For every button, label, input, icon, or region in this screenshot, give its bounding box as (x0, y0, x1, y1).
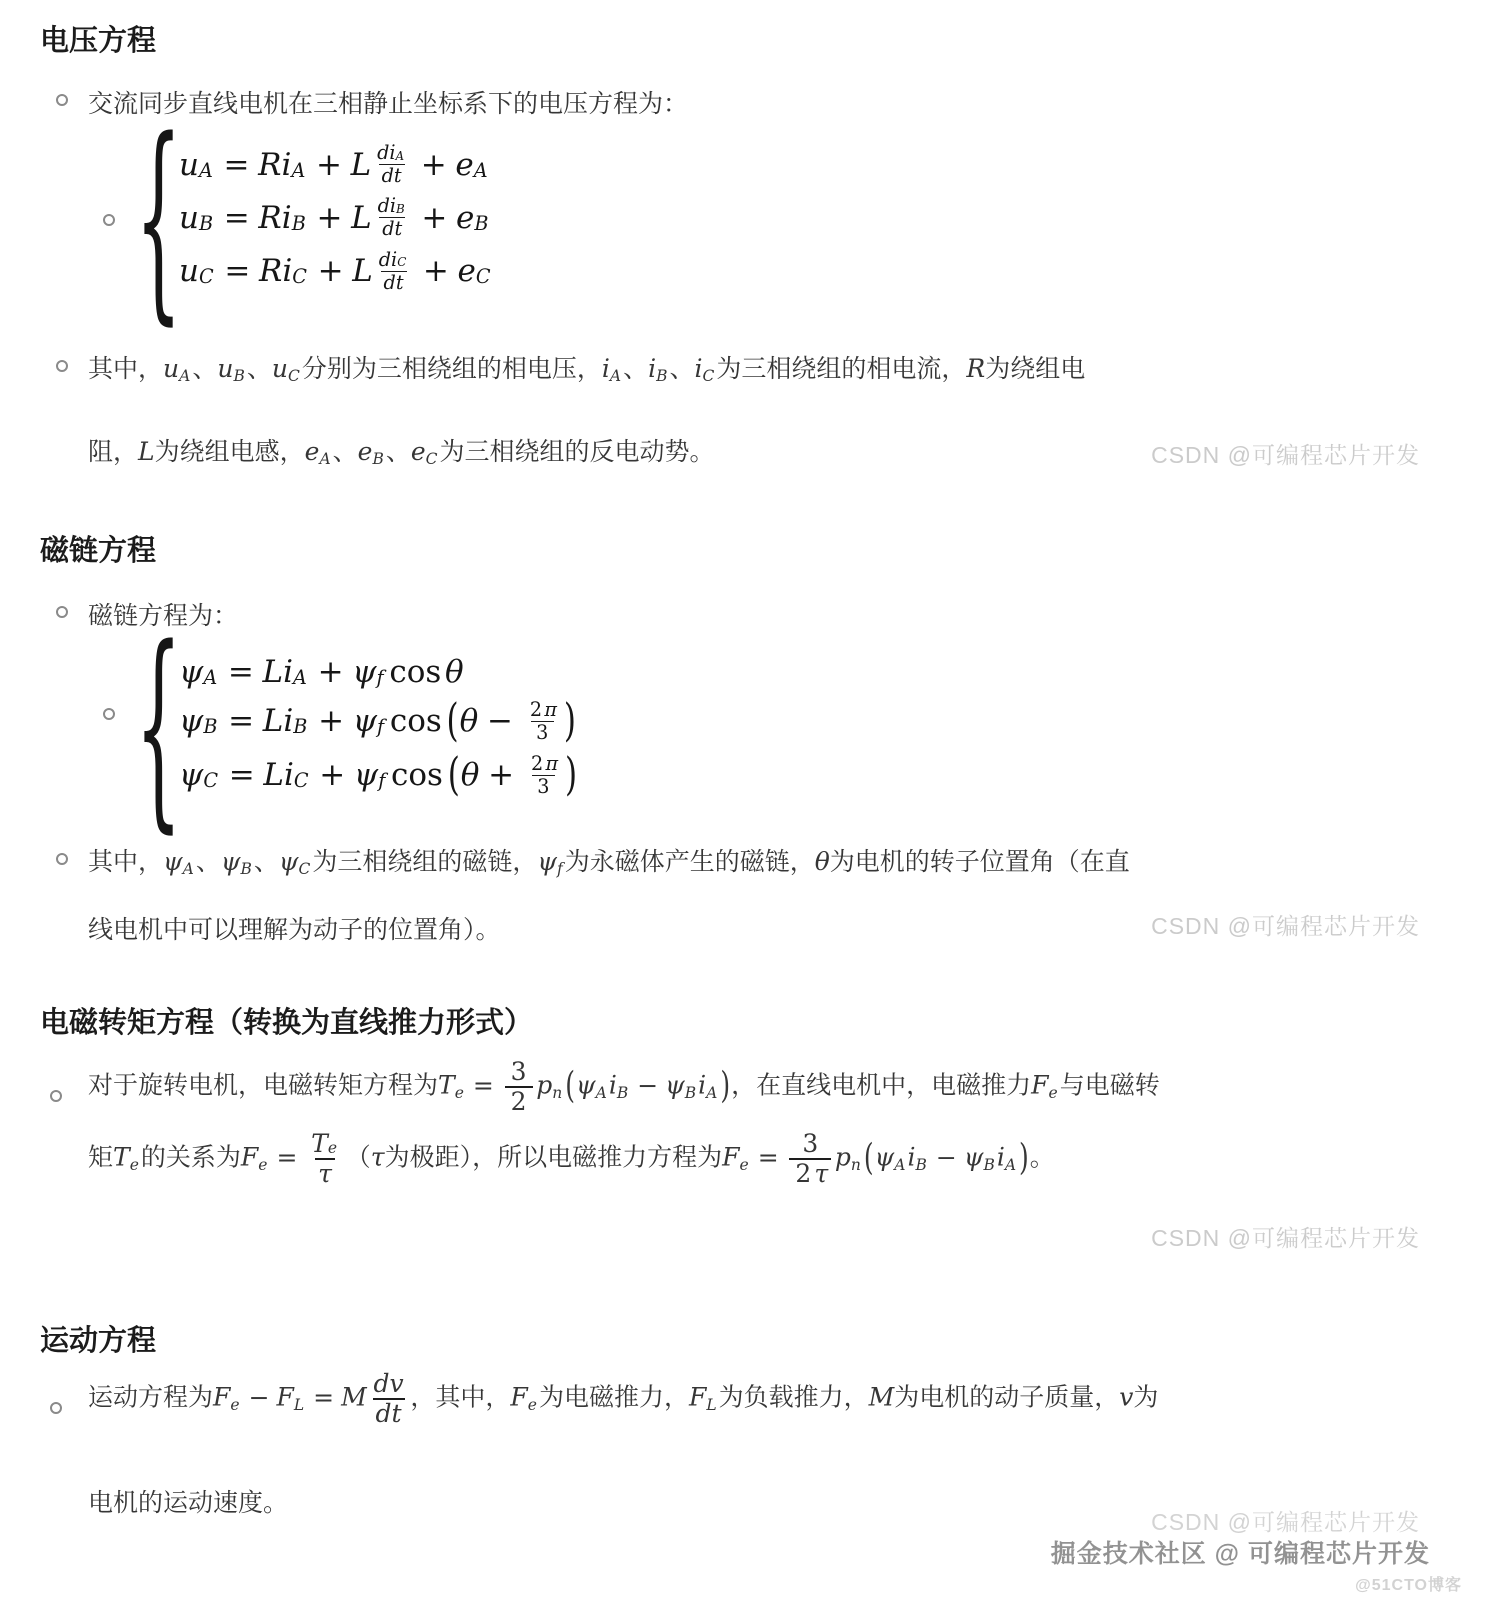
bullet-icon (56, 94, 68, 106)
voltage-equation-system (143, 138, 493, 298)
motion-section-heading: 运动方程 (40, 1325, 157, 1357)
csdn-watermark: CSDN @可编程芯片开发 (1151, 442, 1420, 468)
bullet-icon (56, 360, 68, 372)
torque-paragraph (88, 1058, 1160, 1188)
voltage-equation-line-c: u C = R i C + L di C dt + e C (179, 247, 491, 294)
bullet-icon (56, 853, 68, 865)
motion-paragraph (88, 1370, 1158, 1522)
motion-line-2: 电机的运动速度。 (88, 1489, 289, 1517)
left-brace-icon (143, 650, 175, 802)
voltage-note-line-2: 阻，L为绕组电感，eA、eB、eC为三相绕组的反电动势。 (88, 437, 715, 469)
csdn-watermark: CSDN @可编程芯片开发 (1151, 1225, 1420, 1251)
bullet-icon (50, 1090, 62, 1102)
flux-equation-system (143, 650, 578, 802)
voltage-section-heading: 电压方程 (40, 25, 157, 57)
voltage-note-line-1: 其中，uA、uB、uC分别为三相绕组的相电压，iA、iB、iC为三相绕组的相电流，R为绕组电 (88, 354, 1086, 386)
left-brace-icon (143, 138, 175, 298)
torque-section-heading: 电磁转矩方程（转换为直线推力形式） (40, 1007, 534, 1039)
flux-note-paragraph (88, 843, 1130, 949)
flux-note-line-1: 其中，ψA、ψB、ψC为三相绕组的磁链，ψf为永磁体产生的磁链，θ为电机的转子位置角（在直 (88, 847, 1130, 879)
bullet-icon (56, 606, 68, 618)
flux-intro-text: 磁链方程为： (88, 602, 239, 630)
csdn-watermark: CSDN @可编程芯片开发 (1151, 1509, 1420, 1535)
bullet-icon (50, 1402, 62, 1414)
voltage-note-paragraph (88, 350, 1085, 474)
torque-line-1: 对于旋转电机，电磁转矩方程为Te = $\frac{3}{2}$ pn (ψAiB − ψBiA )，在直线电机中，电磁推力Fe与电磁转 (88, 1057, 1160, 1116)
voltage-equation-line-a: u A = R i A + L di A dt + e A (179, 141, 488, 188)
flux-equation-line-a: ψ A = L i A + ψ f cos θ (179, 654, 464, 691)
torque-line-2: 矩Te的关系为Fe = T e τ （τ为极距），所以电磁推力方程为Fe = 3 2 τ pn (ψAiB − ψBiA )。 (88, 1129, 1055, 1188)
bullet-icon (103, 708, 115, 720)
bullet-icon (103, 214, 115, 226)
voltage-intro-text: 交流同步直线电机在三相静止坐标系下的电压方程为： (88, 90, 689, 118)
cto-watermark: @51CTO博客 (1355, 1577, 1462, 1594)
flux-equation-line-c: ψ C = L i C + ψ f cos ( θ + 2 π 3 ) (179, 749, 578, 802)
juejin-watermark: 掘金技术社区 @ 可编程芯片开发 (1050, 1540, 1430, 1568)
flux-section-heading: 磁链方程 (40, 535, 157, 567)
csdn-watermark: CSDN @可编程芯片开发 (1151, 913, 1420, 939)
flux-note-line-2: 线电机中可以理解为动子的位置角）。 (88, 916, 501, 944)
flux-equation-line-b: ψ B = L i B + ψ f cos ( θ − 2 π 3 ) (179, 695, 576, 748)
voltage-equation-line-b: u B = R i B + L di B dt + e B (179, 194, 489, 241)
motion-line-1: 运动方程为Fe − FL = M $\frac{dv}{dt}$ ，其中，Fe为电磁推力，FL为负载推力，M为电机的动子质量，v为 (88, 1369, 1159, 1428)
